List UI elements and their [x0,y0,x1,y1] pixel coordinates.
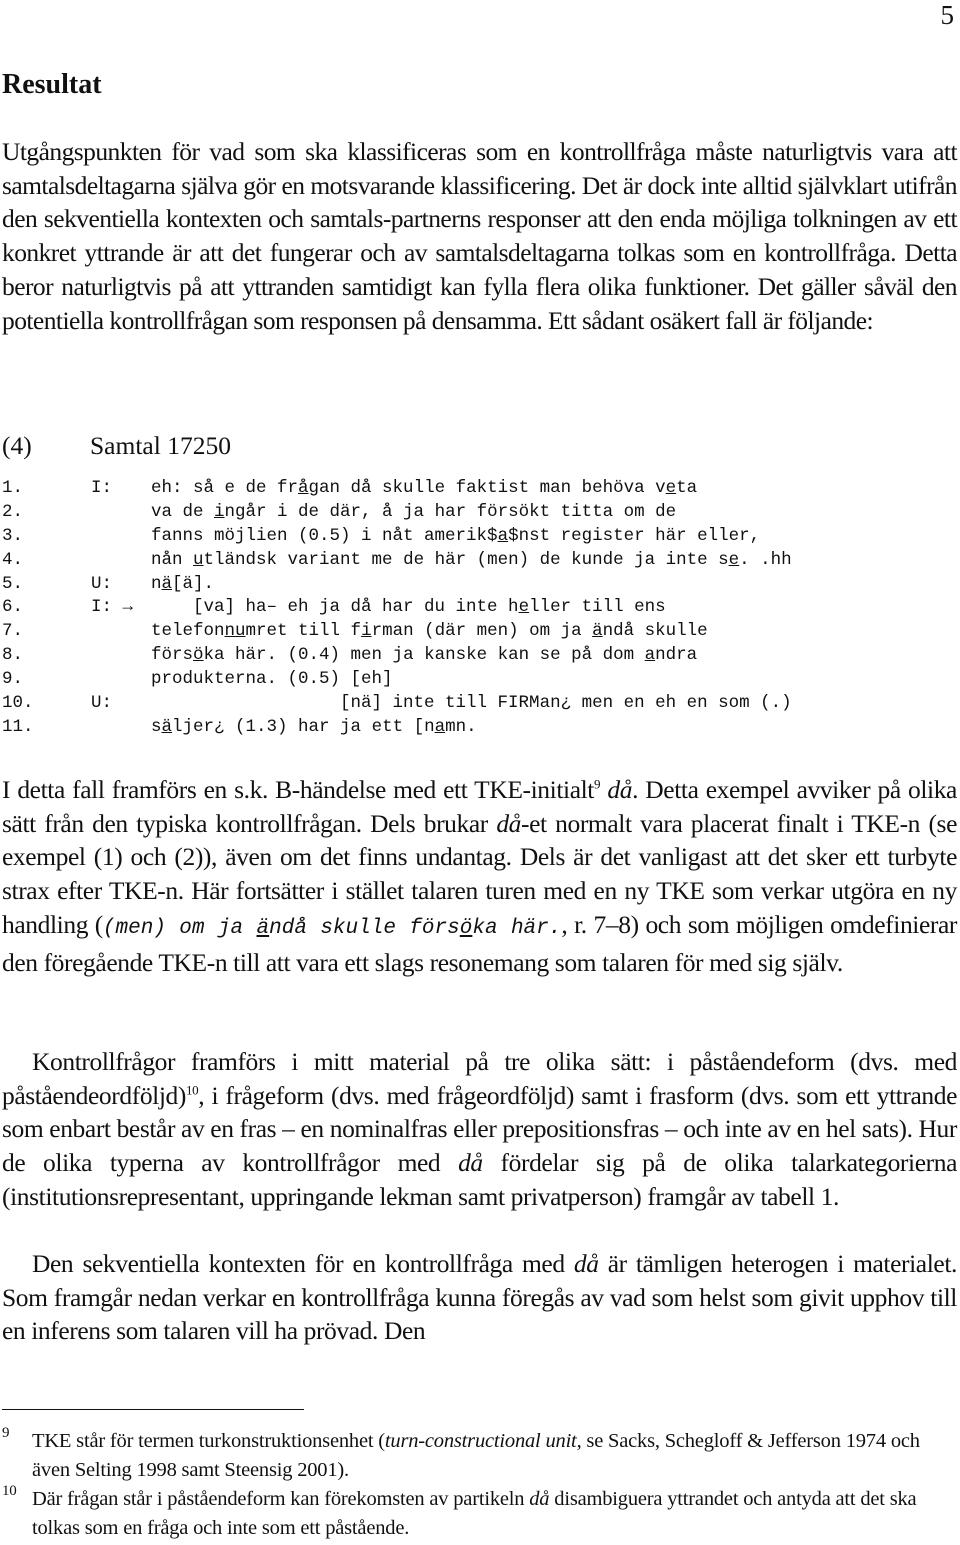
paragraph-context [2,1247,957,1348]
stressed-syllable: ä [592,621,603,642]
utterance-text [151,596,666,620]
utterance-text [151,549,792,573]
footnote-10 [2,1485,957,1542]
utterance-segment: n [151,573,162,594]
speaker-label: U: [91,573,113,594]
utterance-segment: ngår i de där, å ja har försökt titta om de [224,501,677,522]
utterance-text [151,716,477,740]
line-number: 4. [2,549,24,570]
utterance-segment: fanns möjlien (0.5) i nåt amerik$ [151,525,498,546]
utterance-segment: [ä]. [172,573,215,594]
footnote-9 [2,1427,957,1484]
transcript-line [2,692,957,716]
utterance-segment: ka här. (0.4) men ja kanske kan se på dom [203,645,645,666]
line-number: 3. [2,525,24,546]
transcript-line [2,668,957,692]
fn10-italic: då [529,1488,550,1510]
p4-text-a: Den sekventiella kontexten för en kontrollfråga med [32,1249,574,1278]
utterance-text [151,501,676,525]
transcript-line [2,644,957,668]
transcript-line [2,716,957,740]
paragraph-intro: Utgångspunkten för vad som ska klassificeras som en kontrollfråga måste naturligtvis vara att samtalsdeltagarna själva gör en motsvarande klassificering. Det är dock inte alltid självklart utifrån den sekventiella kontexten och samtals-partnerns responser att den enda möjliga tolkningen av ett konkret yttrande är att det fungerar och av samtalsdeltagarna tolkas som en kontrollfråga. Detta beror naturligtvis på att yttranden samtidigt kan fylla flera olika funktioner. Det gäller såväl den potentiella kontrollfrågan som responsen på densamma. Ett sådant osäkert fall är följande: [2,137,957,335]
utterance-segment: telefon [151,621,225,642]
stressed-syllable: e [518,597,530,618]
example-title: Samtal 17250 [90,431,231,460]
utterance-segment: s [151,716,162,737]
fn10-part-a: Där frågan står i påståendeform kan förekomsten av partikeln [32,1488,530,1510]
utterance-segment: rman (där men) om ja [371,621,593,642]
utterance-text [151,692,792,716]
p2-text-a: I detta fall framförs en s.k. B-händelse med ett TKE-initialt [2,775,594,804]
utterance-segment: ndå skulle [602,621,708,642]
paragraph-analysis [2,773,957,979]
transcript-line [2,477,957,501]
transcript [2,477,957,740]
stressed-syllable: a [497,525,509,546]
utterance-segment: [nä] inte till FIRMan¿ men en eh en som (.) [151,693,792,714]
stressed-syllable: e [728,549,740,570]
speaker-label: I: [91,478,113,498]
transcript-line [2,620,957,644]
stressed-syllable: ä [161,573,173,594]
line-number: 11. [2,716,34,737]
footnote-divider [2,1409,304,1410]
utterance-segment: mret till f [245,621,362,642]
p3-text-c: fördelar sig på de olika talarkategorierna (institutionsrepresentant, uppringande lekman samt privatperson) framgår av tabell 1. [2,1148,957,1211]
p2-text-c: . Detta exempel avviker på olika sätt från den typiska kontrollfrågan. Dels brukar [2,775,957,838]
quote-part-a: (men) om ja [102,916,257,940]
utterance-segment: ndra [655,645,698,666]
utterance-segment: nån [151,549,194,570]
utterance-text [151,620,708,644]
stressed-syllable: a [644,645,656,666]
quote-part-b: ndå skulle förs [269,916,460,940]
p2-transcript-quote [103,917,561,940]
footnote-10-text [32,1485,957,1542]
p2-da-2: då [496,808,522,838]
transcript-line [2,596,957,620]
fn9-part-b: , se Sacks, Schegloff & Jefferson 1974 och även Selting 1998 samt Steensig 2001). [32,1430,920,1481]
utterance-segment: $nst register här eller, [508,525,761,546]
utterance-segment: ller till ens [529,597,666,618]
example-number: (4) [2,431,32,460]
utterance-segment: mn. [445,716,477,737]
stressed-syllable: ö [193,645,204,666]
p3-text-b: , i frågeform (dvs. med frågeordföljd) samt i frasform (dvs. som ett yttrande som enbart består av en fras – en nominalfras eller prepositionsfras – och inte av en hel sats). Hur de olika typerna av kontrollfrågor med [2,1080,957,1178]
line-number: 1. [2,478,24,498]
line-number: 6. [2,597,24,618]
transcript-line [2,549,957,573]
utterance-text [151,477,697,501]
footnote-ref-10[interactable]: 10 [185,1082,199,1098]
line-number: 9. [2,669,24,690]
line-number: 2. [2,501,24,522]
utterance-segment: tländsk variant me de här (men) de kunde ja inte s [203,549,729,570]
quote-part-c: ka här. [472,916,562,940]
footnote-10-number: 10 [2,1483,17,1499]
stressed-syllable: å [298,478,309,498]
quote-underlined-2: ö [459,916,473,940]
transcript-line [2,525,957,549]
fn9-part-a: TKE står för termen turkonstruktionsenhet ( [32,1430,385,1452]
line-number: 5. [2,573,24,594]
stressed-syllable: i [361,621,372,642]
utterance-segment: produkterna. (0.5) [eh] [151,669,393,690]
utterance-text [151,573,214,597]
stressed-syllable: e [665,478,677,498]
footnote-9-text [32,1427,957,1484]
example-header [2,430,231,462]
page-number: 5 [940,0,954,30]
utterance-text [151,668,393,692]
transcript-line [2,573,957,597]
utterance-segment: . .hh [739,549,792,570]
paragraph-types [2,1045,957,1214]
transcript-line [2,501,957,525]
line-number: 7. [2,621,24,642]
utterance-text [151,525,760,549]
fn9-italic: turn-constructional unit [384,1430,577,1452]
p4-da: då [573,1249,599,1278]
footnote-ref-9[interactable]: 9 [594,776,601,792]
p2-text-d: -et normalt vara placerat finalt i TKE-n (se exempel (1) och (2)), även om det finns undantag. Dels är det vanligast att det sker ett turbyte strax efter TKE-n. Här fortsätter i stället talaren turen med en ny TKE som verkar utgöra en ny handling ( [2,808,957,939]
stressed-syllable: i [214,501,225,522]
utterance-segment: ljer¿ (1.3) har ja ett [n [172,716,435,737]
quote-underlined-1: ä [256,916,270,940]
utterance-segment: gan då skulle faktist man behöva v [308,478,666,498]
speaker-label: U: [91,693,113,714]
line-number: 10. [2,693,34,714]
line-number: 8. [2,645,24,666]
stressed-syllable: u [193,549,204,570]
p4-text-b: är tämligen heterogen i materialet. Som framgår nedan verkar en kontrollfråga kunna föregås av vad som helst som givit upphov till en inferens som talaren vill ha prövad. Den [2,1249,957,1346]
section-heading: Resultat [2,69,102,100]
p2-text-e: , r. 7–8) och som möjligen omdefinierar den föregående TKE-n till att vara ett slags resonemang som talaren för med sig själv. [2,909,958,977]
p2-da-1: då [607,775,633,804]
utterance-segment: eh: så e de fr [151,478,299,498]
fn10-part-b: disambiguera yttrandet och antyda att det ska tolkas som en fråga och inte som ett påstående. [32,1488,917,1539]
footnote-9-number: 9 [2,1425,10,1441]
utterance-text [151,644,697,668]
utterance-segment: va de [151,501,215,522]
utterance-segment: ta [676,478,698,498]
utterance-segment: [va] ha– eh ja då har du inte h [151,597,519,618]
stressed-syllable: ä [161,716,173,737]
utterance-segment: förs [151,645,194,666]
p3-da: då [458,1148,483,1178]
speaker-label: I: → [91,597,134,618]
stressed-syllable: nu [224,621,246,642]
p3-text-a: Kontrollfrågor framförs i mitt material på tre olika sätt: i påståendeform (dvs. med påståendeordföljd) [2,1047,957,1110]
stressed-syllable: a [434,716,446,737]
